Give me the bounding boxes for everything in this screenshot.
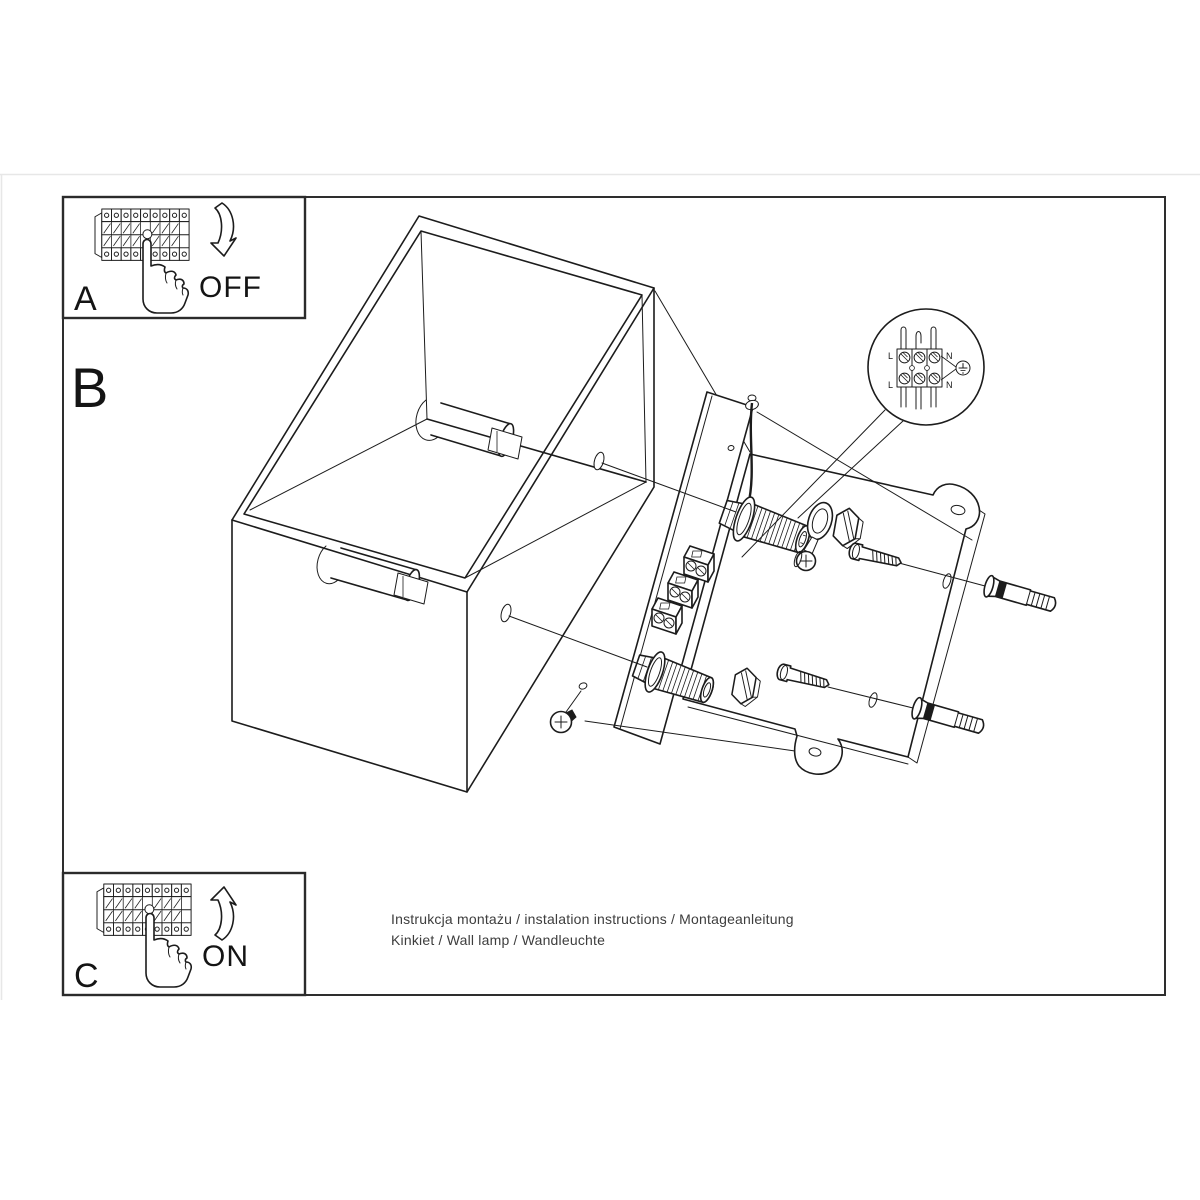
caption-block [391,909,794,951]
step-a-label: A [74,280,97,318]
step-c-label: C [74,957,99,995]
off-label: OFF [199,271,262,304]
wall-anchor-top [982,575,1058,616]
terminal-label-n-bottom: N [946,380,953,390]
terminal-label-l-top: L [887,351,893,361]
on-label: ON [202,940,249,973]
caption-line-2: Kinkiet / Wall lamp / Wandleuchte [391,932,606,948]
caption-line-1: Instrukcja montażu / instalation instructions / Montageanleitung [391,911,794,927]
plate-fixing-screw [551,682,588,733]
terminal-label-l-bottom: L [887,380,893,390]
alignment-line [585,721,795,751]
wall-anchor-bottom [910,697,986,738]
terminal-label-n-top: N [946,351,953,361]
terminal-block-front [897,349,942,387]
step-a-panel [63,197,305,318]
step-c-panel [63,873,305,995]
step-b-label: B [71,356,109,419]
